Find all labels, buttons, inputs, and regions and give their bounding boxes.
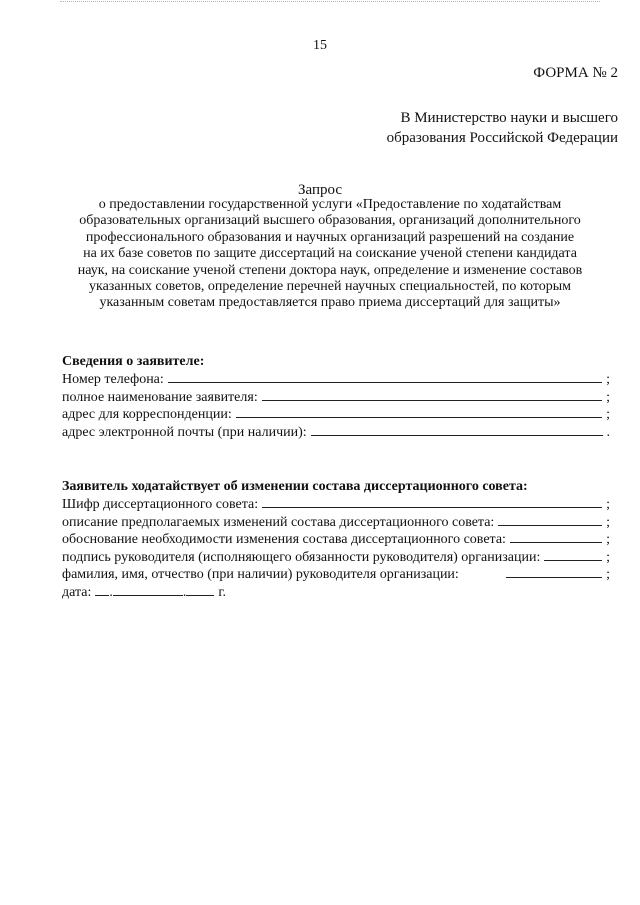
field-end: ; <box>606 514 610 530</box>
form-label: ФОРМА № 2 <box>533 65 618 81</box>
field-end: ; <box>606 567 610 582</box>
date-label: дата: <box>62 584 92 600</box>
field-date <box>62 583 610 601</box>
field-label: описание предполагаемых изменений состава диссертационного совета: <box>62 514 495 530</box>
field-label: полное наименование заявителя: <box>62 389 258 405</box>
justification-input-line[interactable] <box>510 530 602 543</box>
field-label: адрес для корреспонденции: <box>62 407 232 422</box>
field-head-signature <box>62 548 610 566</box>
field-phone <box>62 370 610 388</box>
addressee <box>387 108 618 148</box>
phone-input-line[interactable] <box>168 370 602 383</box>
description-line: указанным советам предоставляется право приема диссертаций для защиты» <box>99 295 561 311</box>
field-end: ; <box>606 372 610 387</box>
field-end: ; <box>606 497 610 512</box>
field-head-name <box>62 565 610 583</box>
date-year-input-line[interactable] <box>186 583 214 596</box>
description-line: профессионального образования и научных организаций разрешений на создание <box>85 229 575 245</box>
date-separator: . <box>109 584 113 600</box>
council-code-input-line[interactable] <box>262 495 602 508</box>
field-council-code <box>62 495 610 513</box>
description-line: образовательных организаций высшего образования, организаций дополнительного <box>79 213 581 229</box>
description-line: указанных советов, определение перечней научных специальностей, по которым <box>88 279 572 295</box>
change-description-input-line[interactable] <box>498 513 602 526</box>
signature-input-line[interactable] <box>544 548 602 561</box>
field-email <box>62 423 610 441</box>
description-line: о предоставлении государственной услуги «Предоставление по ходатайствам <box>98 197 562 212</box>
description-line: наук, на соискание ученой степени доктора наук, определение и изменение составов <box>77 262 583 278</box>
addressee-line: образования Российской Федерации <box>386 130 618 146</box>
addressee-line: В Министерство науки и высшего <box>400 110 618 126</box>
date-month-input-line[interactable] <box>113 583 183 596</box>
top-edge-line <box>60 1 600 4</box>
field-label: подпись руководителя (исполняющего обязанности руководителя) организации: <box>62 549 541 565</box>
field-end: . <box>606 424 610 440</box>
field-applicant-name <box>62 388 610 406</box>
email-input-line[interactable] <box>311 423 603 436</box>
field-label: обоснование необходимости изменения состава диссертационного совета: <box>62 532 506 547</box>
field-label: адрес электронной почты (при наличии): <box>62 424 307 440</box>
date-separator: . <box>182 584 187 600</box>
date-year-suffix: г. <box>218 584 227 600</box>
applicant-heading: Сведения о заявителе: <box>62 354 205 369</box>
petition-section <box>62 478 610 600</box>
field-end: ; <box>606 549 610 565</box>
head-name-input-line[interactable] <box>506 565 602 578</box>
field-end: ; <box>606 532 610 547</box>
applicant-section <box>62 353 610 440</box>
field-end: ; <box>606 389 610 405</box>
request-description <box>52 197 608 312</box>
field-end: ; <box>606 407 610 422</box>
field-label: фамилия, имя, отчество (при наличии) руководителя организации: <box>62 567 459 582</box>
field-change-description <box>62 513 610 531</box>
document-title: Запрос <box>297 182 343 198</box>
date-day-input-line[interactable] <box>95 583 109 596</box>
address-input-line[interactable] <box>236 405 602 418</box>
field-label: Номер телефона: <box>62 372 164 387</box>
description-line: на их базе советов по защите диссертаций на соискание ученой степени кандидата <box>83 246 577 262</box>
applicant-name-input-line[interactable] <box>262 388 602 401</box>
petition-heading: Заявитель ходатайствует об изменении состава диссертационного совета: <box>62 479 528 494</box>
page-number: 15 <box>313 38 327 53</box>
field-change-justification <box>62 530 610 548</box>
field-address <box>62 405 610 423</box>
field-label: Шифр диссертационного совета: <box>62 497 259 512</box>
